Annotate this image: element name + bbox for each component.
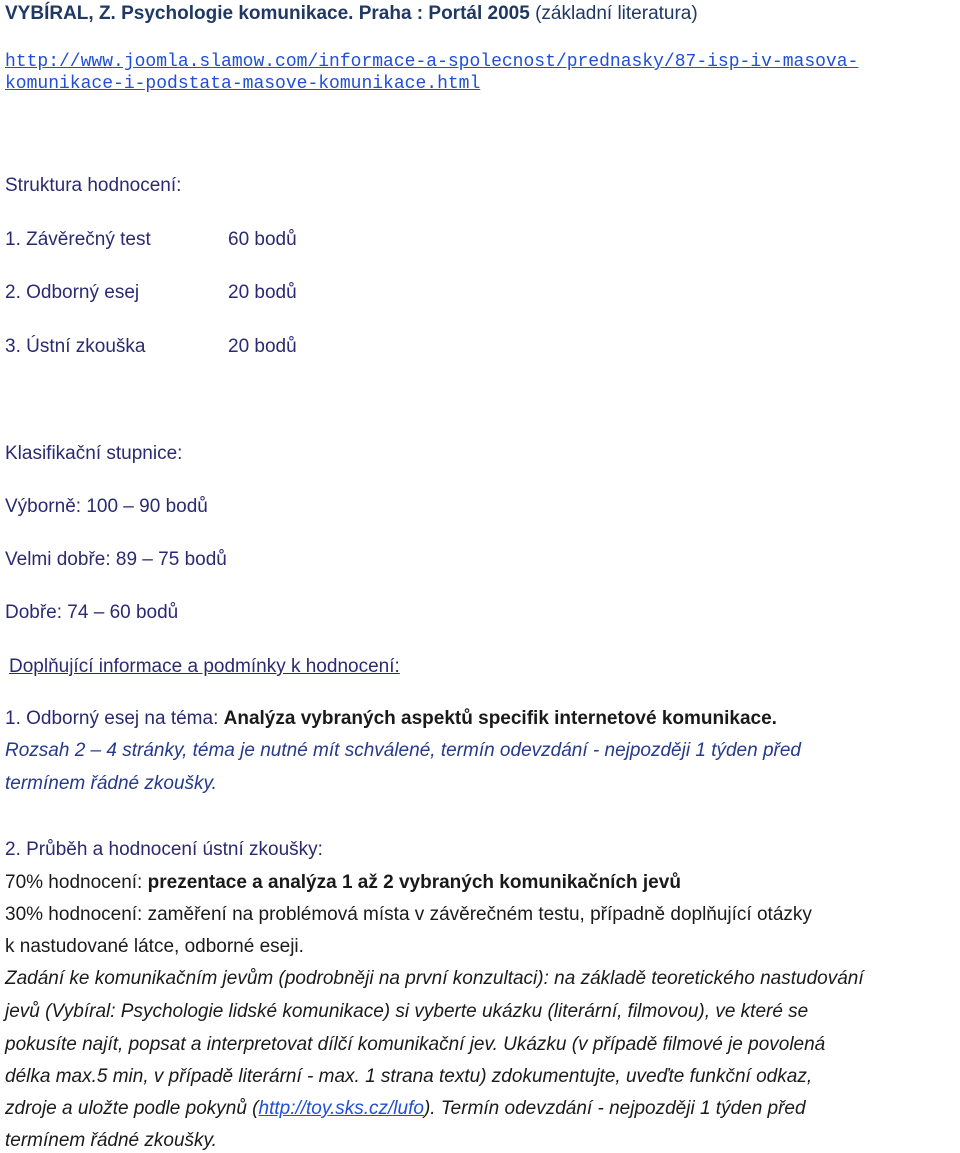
oral-70-line [5, 871, 681, 895]
grade-level: Velmi dobře: 89 – 75 bodů [5, 549, 227, 570]
structure-heading: Struktura hodnocení: [5, 175, 182, 196]
structure-item-points: 60 bodů [228, 229, 297, 250]
grade-level: Výborně: 100 – 90 bodů [5, 496, 208, 517]
oral-30-line-2: k nastudované látce, odborné eseji. [5, 936, 304, 957]
essay-details-line-1: Rozsah 2 – 4 stránky, téma je nutné mít schválené, termín odevzdání - nejpozději 1 týden před [5, 740, 801, 761]
essay-line [5, 707, 777, 731]
essay-details-line-2: termínem řádné zkoušky. [5, 773, 217, 794]
task-line-3: pokusíte najít, popsat a interpretovat dílčí komunikační jev. Ukázku (v případě filmové je povolená [5, 1034, 826, 1055]
structure-item-name: 2. Odborný esej [5, 282, 140, 303]
additional-info-heading: Doplňující informace a podmínky k hodnocení: [9, 656, 400, 677]
grade-level: Dobře: 74 – 60 bodů [5, 602, 179, 623]
upload-instructions-link[interactable]: http://toy.sks.cz/lufo [258, 1098, 424, 1119]
task-line-1: Zadání ke komunikačním jevům (podrobněji na první konzultaci): na základě teoretického nastudování [5, 968, 864, 989]
task-line-6: termínem řádné zkoušky. [5, 1130, 217, 1151]
structure-item [5, 281, 297, 305]
task-line-4: délka max.5 min, v případě literární - max. 1 strana textu) zdokumentujte, uveďte funkční odkaz, [5, 1066, 813, 1087]
grading-heading: Klasifikační stupnice: [5, 443, 183, 464]
source-url-line-2[interactable]: komunikace-i-podstata-masove-komunikace.html [5, 74, 481, 94]
reference-author: VYBÍRAL, Z. Psychologie komunikace. Praha : Portál 2005 [5, 3, 530, 24]
oral-70-text: prezentace a analýza 1 až 2 vybraných komunikačních jevů [147, 872, 681, 893]
task-5-suffix: ). Termín odevzdání - nejpozději 1 týden před [423, 1098, 806, 1119]
oral-70-prefix: 70% hodnocení: [5, 872, 148, 893]
structure-item [5, 335, 297, 359]
reference-note: (základní literatura) [535, 3, 698, 24]
structure-item-name: 3. Ústní zkouška [5, 336, 146, 357]
oral-exam-heading: 2. Průběh a hodnocení ústní zkoušky: [5, 839, 323, 860]
structure-item-points: 20 bodů [228, 282, 297, 303]
essay-prefix: 1. Odborný esej na téma: [5, 708, 224, 729]
task-5-prefix: zdroje a uložte podle pokynů ( [5, 1098, 259, 1119]
structure-item [5, 228, 297, 252]
task-line-2: jevů (Vybíral: Psychologie lidské komunikace) si vyberte ukázku (literární, filmovou), ve které se [5, 1001, 809, 1022]
task-line-5 [5, 1097, 806, 1121]
literature-reference [5, 2, 698, 26]
structure-item-points: 20 bodů [228, 336, 297, 357]
essay-topic: Analýza vybraných aspektů specifik internetové komunikace. [223, 708, 777, 729]
oral-30-line-1: 30% hodnocení: zaměření na problémová místa v závěrečném testu, případně doplňující otázky [5, 904, 812, 925]
source-url-line-1[interactable]: http://www.joomla.slamow.com/informace-a-spolecnost/prednasky/87-isp-iv-masova- [5, 52, 859, 72]
structure-item-name: 1. Závěrečný test [5, 229, 151, 250]
